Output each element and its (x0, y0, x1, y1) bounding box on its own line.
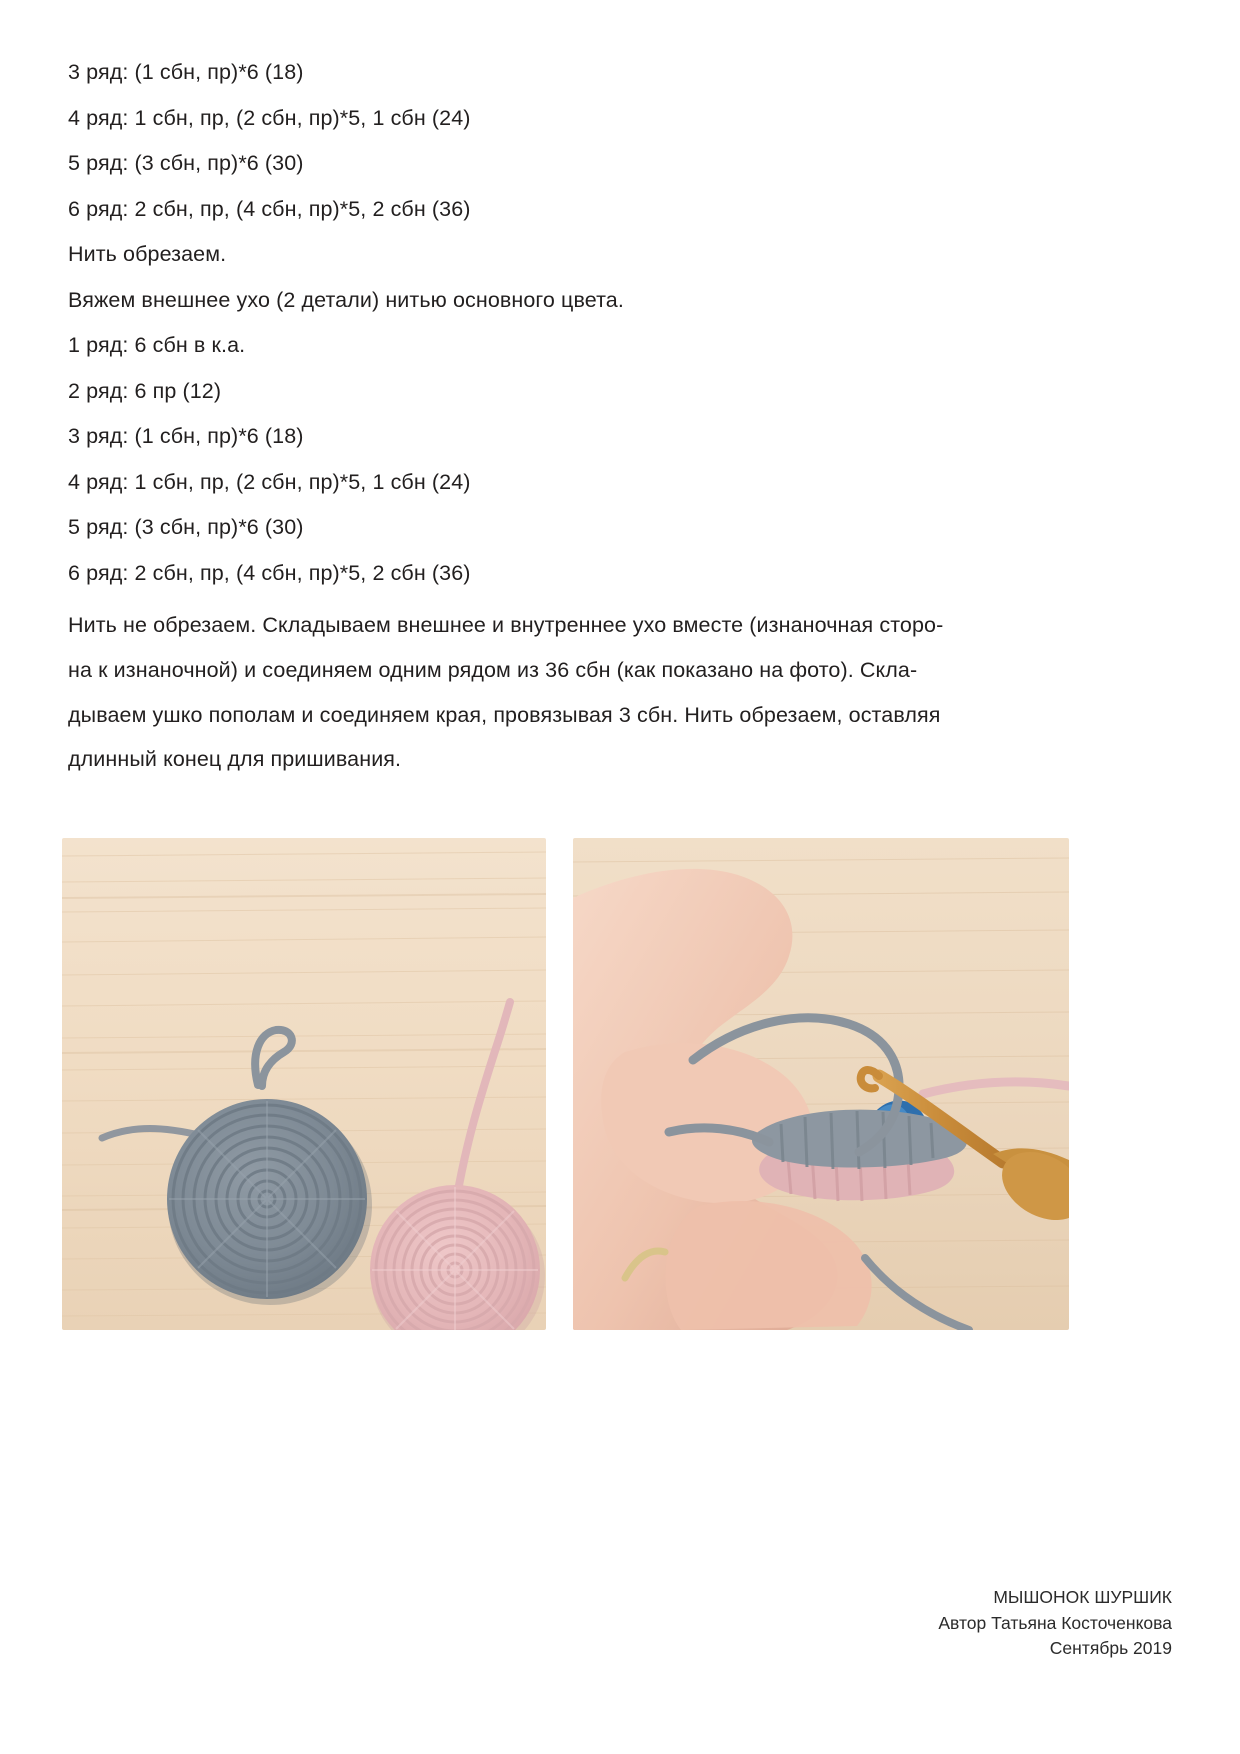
paragraph: 4 ряд: 1 сбн, пр, (2 сбн, пр)*5, 1 сбн (24) (68, 469, 471, 494)
footer-date: Сентябрь 2019 (1049, 1638, 1172, 1659)
paragraph: Нить обрезаем. (68, 242, 227, 266)
footer (938, 1585, 1172, 1662)
photo-crochet-hands (573, 838, 1069, 1330)
paragraph-line: дываем ушко пополам и соединяем края, провязывая 3 сбн. Нить обрезаем, оставляя (68, 702, 941, 727)
paragraph: 1 ряд: 6 сбн в к.а. (68, 333, 246, 357)
photo-right-illustration (573, 838, 1069, 1330)
photo-crochet-circles (62, 838, 546, 1330)
paragraph-line: Нить не обрезаем. Складываем внешнее и внутреннее ухо вместе (изнаночная сторо- (68, 613, 944, 637)
footer-author: Автор Татьяна Косточенкова (938, 1612, 1172, 1633)
paragraph: 6 ряд: 2 сбн, пр, (4 сбн, пр)*5, 2 сбн (36) (68, 196, 471, 221)
paragraph: 5 ряд: (3 сбн, пр)*6 (30) (68, 515, 304, 539)
paragraph: 2 ряд: 6 пр (12) (68, 378, 222, 403)
paragraph-line: на к изнаночной) и соединяем одним рядом из 36 сбн (как показано на фото). Скла- (68, 657, 918, 682)
footer-title: МЫШОНОК ШУРШИК (993, 1586, 1172, 1607)
paragraph: 4 ряд: 1 сбн, пр, (2 сбн, пр)*5, 1 сбн (24) (68, 105, 471, 130)
paragraph: 6 ряд: 2 сбн, пр, (4 сбн, пр)*5, 2 сбн (36) (68, 560, 471, 585)
text-content (68, 62, 1068, 777)
paragraph: 3 ряд: (1 сбн, пр)*6 (18) (68, 60, 304, 84)
paragraph: 3 ряд: (1 сбн, пр)*6 (18) (68, 424, 304, 448)
paragraph: Вяжем внешнее ухо (2 детали) нитью основного цвета. (68, 287, 624, 312)
photo-row (62, 838, 1170, 1330)
paragraph: 5 ряд: (3 сбн, пр)*6 (30) (68, 151, 304, 175)
paragraph-line: длинный конец для пришивания. (68, 747, 402, 772)
photo-left-illustration (62, 838, 546, 1330)
